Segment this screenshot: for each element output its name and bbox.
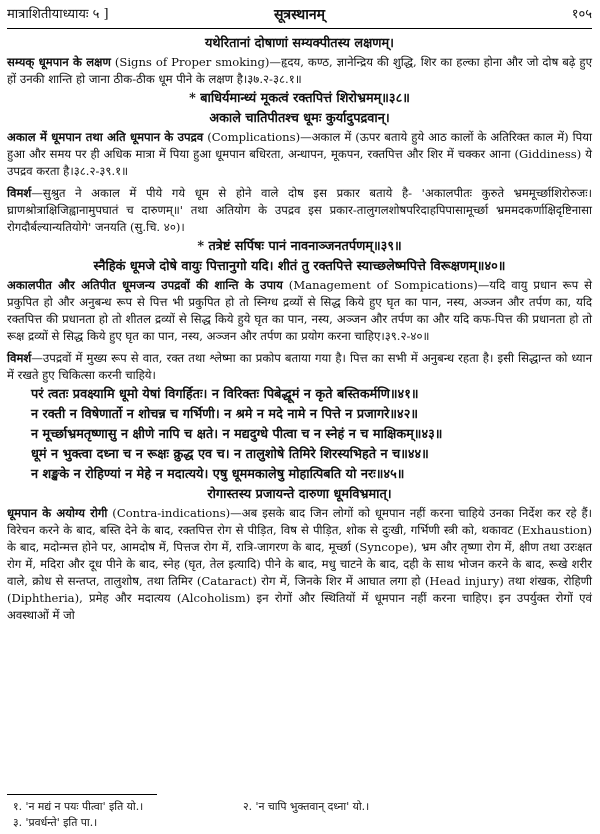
paragraph-text: (Management of Sompications)—यदि वायु प्रधान रूप से प्रकुपित हो और अनुबन्ध रूप से पित्त भी प्रकुपित हो तो स्निग्ध द्रव्यों से सिद्ध किये हुए घृत का पान, नस्य, अञ्जन और तर्पण का, यदि रक्तपित्त की प्रधानता हो तो शीतल द्रव्यों से सिद्ध किये हुये घृत का पान, नस्य, अञ्जन और तर्पण का और यदि कफ-पित्त की प्रधानता हो तो रूक्ष द्रव्यों से सिद्ध किये हुए घृत का पान, नस्य, अञ्जन और तर्पण का प्रयोग करना चाहिए।३९.२-४०॥: [7, 278, 592, 343]
page-number: १०५: [571, 7, 592, 22]
footnote-rule: [7, 794, 157, 795]
sanskrit-verse: * बाधिर्यमान्ध्यं मूकत्वं रक्तपित्तं शिरोभ्रमम्॥३८॥: [189, 91, 410, 106]
commentary-paragraph: [7, 505, 592, 624]
sanskrit-verse: रोगास्तस्य प्रजायन्ते दारुणा धूमविभ्रमात्।: [207, 487, 392, 502]
commentary-paragraph: [7, 129, 592, 180]
section-title: सूत्रस्थानम्: [273, 7, 326, 23]
page-body: [7, 33, 592, 624]
paragraph-heading: धूमपान के अयोग्य रोगी: [7, 506, 108, 520]
page-header: [7, 4, 592, 28]
paragraph-heading: विमर्श: [7, 351, 32, 365]
commentary-paragraph: [7, 54, 592, 88]
vimarsha-paragraph: [7, 350, 592, 384]
footnote-2: २. 'न चापि भुक्तवान् दध्ना' यो.।: [243, 800, 370, 813]
vimarsha-paragraph: [7, 185, 592, 236]
footnote-1: १. 'न मद्यं न पयः पीत्वा' इति यो.।: [13, 800, 144, 813]
paragraph-heading: अकालपीत और अतिपीत धूमजन्य उपद्रवों की शान्ति के उपाय: [7, 278, 283, 292]
paragraph-heading: अकाल में धूमपान तथा अति धूमपान के उपद्रव: [7, 130, 204, 144]
sanskrit-verse: न रक्ती न विषेणार्तो न शोचन्न च गर्भिणी। न श्रमे न मदे नामे न पित्ते न प्रजागरे॥४२॥: [31, 407, 419, 422]
footnote-3: ३. 'प्रवर्धन्ते' इति पा.।: [13, 816, 98, 829]
paragraph-heading: विमर्श: [7, 186, 32, 200]
sanskrit-verse: * तत्रेष्टं सर्पिषः पानं नावनाञ्जनतर्पणम्॥३९॥: [197, 239, 402, 254]
paragraph-text: (Contra-indications)—अब इसके बाद जिन लोगों को धूमपान नहीं करना चाहिये उनका निर्देश कर रहे हैं। विरेचन करने के बाद, बस्ति देने के बाद, रक्तपित्त रोग से पीड़ित, विष से पीड़ित, शोक से दुःखी, गर्भिणी स्त्री को, थकावट (Exhaustion) के बाद, मदोन्मत्त होने पर, आमदोष में, पित्तज रोग में, रात्रि-जागरण के बाद, मूर्च्छा (Syncope), भ्रम और तृष्णा रोग में, क्षीण तथा उरःक्षत रोग में, मदिरा और दूध पीने के बाद, स्नेह (घृत, तेल इत्यादि) पीने के बाद, मधु चाटने के बाद, दही के साथ भोजन करने के बाद, रूखे शरीर वाले, क्रोध से सन्तप्त, तालुशोष, तथा तिमिर (Cataract) रोग में, जिनके शिर में आघात लगा हो (Head injury) तथा शंखक, रोहिणी (Diphtheria), प्रमेह और मदात्यय (Alcoholism) इन रोगों और स्थितियों में धूमपान नहीं करना चाहिए। इन उपर्युक्त रोगों एवं अवस्थाओं में जो: [7, 506, 592, 622]
sanskrit-verse: न शङ्खके न रोहिण्यां न मेहे न मदात्यये। एषु धूममकालेषु मोहात्पिबति यो नरः॥४५॥: [31, 467, 405, 482]
sanskrit-verse: न मूर्च्छाभ्रमतृष्णासु न क्षीणे नापि च क्षते। न मद्यदुग्धे पीत्वा च न स्नेहं न च माक्षिकम्॥४३॥: [31, 427, 443, 442]
paragraph-text: —उपद्रवों में मुख्य रूप से वात, रक्त तथा श्लेष्मा का प्रकोप बताया गया है। पित्त का सभी में अनुबन्ध रहता है। इसी सिद्धान्त को ध्यान में रखते हुए चिकित्सा करनी चाहिये।: [7, 351, 592, 382]
sanskrit-verse: परं त्वतः प्रवक्ष्यामि धूमो येषां विगर्हितः। न विरिक्तः पिबेद्धूमं न कृते बस्तिकर्मणि॥४१॥: [31, 387, 419, 402]
sanskrit-verse: यथेरितानां दोषाणां सम्यक्पीतस्य लक्षणम्।: [204, 36, 395, 51]
sanskrit-verse: स्नैहिकं धूमजे दोषे वायुः पित्तानुगो यदि। शीतं तु रक्तपित्ते स्याच्छलेष्मपित्ते विरूक्षणम्॥४०॥: [93, 259, 506, 274]
header-rule: [7, 28, 592, 29]
paragraph-text: (Signs of Proper smoking)—हृदय, कण्ठ, ज्ञानेन्द्रिय की शुद्धि, शिर का हल्का होना और जो दोष बढ़े हुए हों उनकी शान्ति हो जाना ठीक-ठीक धूम पीने के लक्षण है।३७.२-३८.१॥: [7, 55, 592, 86]
paragraph-text: (Complications)—अकाल में (ऊपर बताये हुये आठ कालों के अतिरिक्त काल में) पिया हुआ और समय पर ही अधिक मात्रा में पिया हुआ धूमपान बधिरता, अन्धापन, मूकपन, रक्तपित्त और शिर में चक्कर आना (Giddiness) ये उपद्रव करता है।३८.२-३९.१॥: [7, 130, 592, 178]
sanskrit-verse: अकाले चातिपीतश्च धूमः कुर्यादुपद्रवान्।: [209, 111, 390, 126]
chapter-title: मात्राशितीयाध्यायः ५ ]: [7, 7, 109, 22]
footnotes: [7, 799, 592, 831]
paragraph-text: —सुश्रुत ने अकाल में पीये गये धूम से होने वाले दोष इस प्रकार बताये है- 'अकालपीतः कुरुते भ्रममूर्च्छाशिरोरुजः। घ्राणश्रोत्राक्षिजिह्वानामुपघातं च दारुणम्॥' तथा अतियोग के उपद्रव इस प्रकार-तालुगलशोषपरिदाहपिपासामूर्च्छा भ्रममदकर्णाक्षिदृष्टिनासा रोगदौर्बल्यान्यतियोगे' जनयति (सु.चि. ४०)।: [7, 186, 592, 234]
paragraph-heading: सम्यक् धूमपान के लक्षण: [7, 55, 111, 69]
sanskrit-verse: धूमं न भुक्त्वा दध्ना च न रूक्षः क्रुद्ध एव च। न तालुशोषे तिमिरे शिरस्यभिहते न च॥४४॥: [31, 447, 429, 462]
commentary-paragraph: [7, 277, 592, 345]
